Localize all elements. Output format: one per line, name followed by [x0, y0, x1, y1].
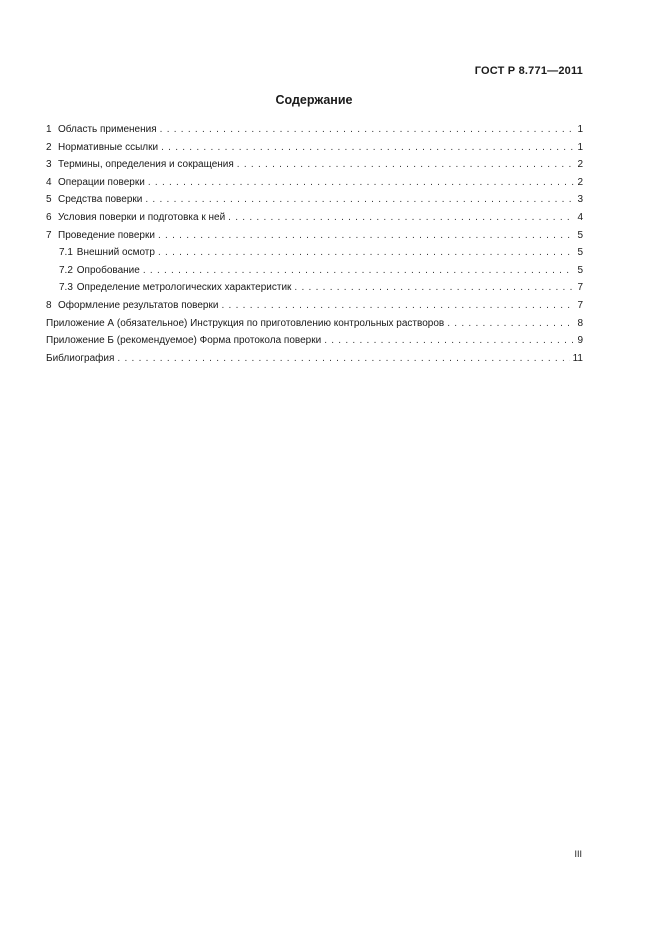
toc-subentry[interactable]	[46, 279, 583, 297]
toc-entry-bibliography[interactable]	[46, 350, 583, 368]
toc-leader	[237, 156, 575, 174]
toc-subentry[interactable]	[46, 244, 583, 262]
toc-entry-number: 7.3	[59, 282, 73, 294]
toc-entry-page: 5	[577, 264, 583, 276]
toc-entry-label: Нормативные ссылки	[58, 141, 159, 153]
toc-entry-label: Область применения	[58, 124, 157, 135]
toc-entry-page: 5	[577, 247, 583, 259]
toc-entry[interactable]	[46, 227, 583, 245]
toc-leader	[158, 227, 574, 245]
toc-entry-page: 1	[577, 124, 583, 135]
toc-entry-label: Условия поверки и подготовка к ней	[58, 211, 226, 223]
toc-entry-number: 7.1	[59, 247, 73, 259]
toc-entry-page: 7	[577, 282, 583, 294]
toc-entry-label: Термины, определения и сокращения	[58, 159, 234, 171]
toc-entry-number: 3	[46, 159, 52, 171]
toc-entry-page: 5	[577, 229, 583, 241]
toc-entry-appendix-a[interactable]	[46, 315, 583, 333]
toc-leader	[228, 209, 574, 227]
toc-entry[interactable]	[46, 121, 583, 139]
toc-title: Содержание	[275, 93, 353, 107]
toc-entry-page: 7	[577, 299, 583, 311]
toc-entry-label: Проведение поверки	[58, 229, 155, 241]
toc-entry-number: 5	[46, 194, 52, 206]
toc-entry-page: 11	[572, 352, 583, 364]
toc-entry-number: 1	[46, 124, 52, 135]
toc-entry-appendix-b[interactable]	[46, 332, 583, 350]
toc-leader	[160, 121, 575, 139]
toc-entry-number: 2	[46, 141, 52, 153]
table-of-contents	[46, 121, 583, 367]
toc-subentry[interactable]	[46, 262, 583, 280]
toc-entry-label: Опробование	[76, 264, 140, 276]
toc-entry-label: Операции поверки	[58, 176, 145, 188]
toc-entry-page: 8	[577, 317, 583, 329]
toc-leader	[294, 279, 574, 297]
toc-leader	[324, 332, 574, 350]
toc-leader	[161, 139, 574, 157]
toc-entry-page: 9	[577, 335, 583, 347]
toc-entry[interactable]	[46, 297, 583, 315]
toc-entry[interactable]	[46, 209, 583, 227]
toc-entry-label: Определение метрологических характеристик	[76, 282, 292, 294]
toc-leader	[447, 315, 574, 333]
toc-entry-label: Средства поверки	[58, 194, 143, 206]
toc-entry-label: Приложение Б (рекомендуемое) Форма протокола поверки	[46, 335, 322, 347]
page-number: III	[574, 849, 582, 859]
toc-leader	[143, 262, 575, 280]
toc-entry-label: Приложение А (обязательное) Инструкция по приготовлению контрольных растворов	[46, 317, 445, 329]
toc-entry-page: 2	[577, 159, 583, 171]
toc-entry-number: 7.2	[59, 264, 73, 276]
toc-entry-page: 1	[577, 141, 583, 153]
toc-entry-number: 4	[46, 176, 52, 188]
toc-entry-label: Оформление результатов поверки	[58, 299, 219, 311]
document-code: ГОСТ Р 8.771—2011	[474, 65, 583, 77]
toc-entry-number: 6	[46, 211, 52, 223]
toc-leader	[158, 244, 574, 262]
toc-entry[interactable]	[46, 191, 583, 209]
toc-entry-label: Внешний осмотр	[76, 247, 155, 259]
toc-leader	[117, 350, 569, 368]
toc-entry-page: 3	[577, 194, 583, 206]
toc-entry-page: 4	[577, 211, 583, 223]
toc-entry-number: 7	[46, 229, 52, 241]
toc-entry[interactable]	[46, 139, 583, 157]
toc-entry[interactable]	[46, 174, 583, 192]
toc-entry-label: Библиография	[46, 352, 115, 364]
toc-leader	[148, 174, 575, 192]
toc-entry-number: 8	[46, 299, 52, 311]
toc-leader	[221, 297, 574, 315]
toc-entry[interactable]	[46, 156, 583, 174]
toc-entry-page: 2	[577, 176, 583, 188]
toc-leader	[145, 191, 574, 209]
